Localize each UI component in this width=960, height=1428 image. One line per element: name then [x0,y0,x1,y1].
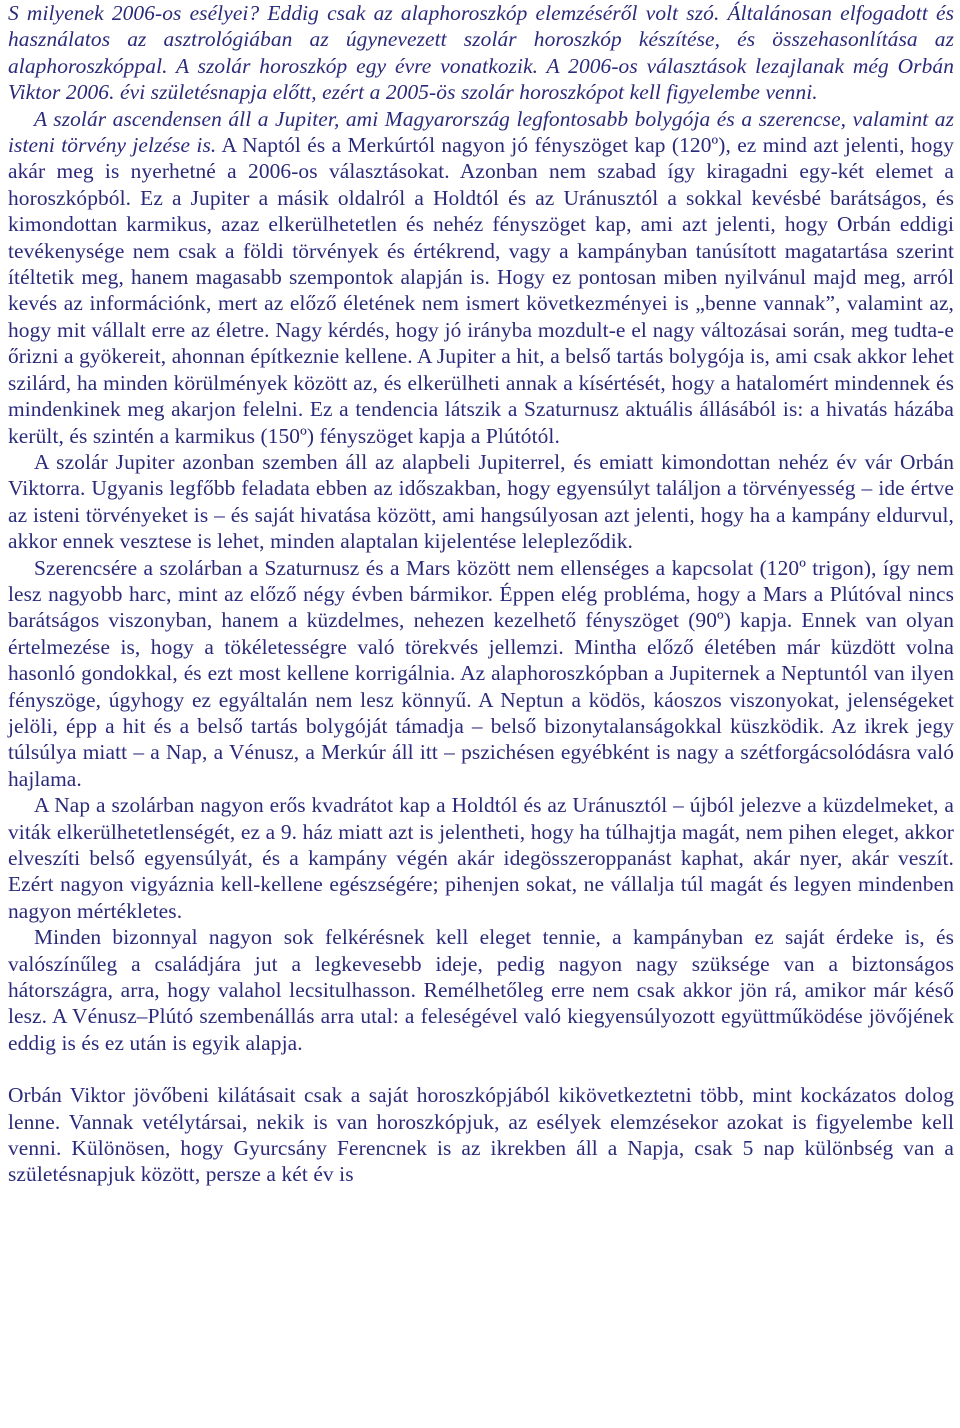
paragraph-6 [8,924,954,1056]
paragraph-5 [8,792,954,924]
paragraph-6-run-1: Minden bizonnyal nagyon sok felkérésnek kell eleget tennie, a kampányban ez saját érdeke is, és valószínűleg a családjára jut a legkevesebb ideje, pedig nagyon nagy szüksége van a biztonságos hátországra, arra, hogy valahol lecsitulhasson. Remélhetőleg erre nem csak akkor jön rá, amikor már késő lesz. A Vénusz–Plútó szembenállás arra utal: a feleségével való kiegyensúlyozott együttműködése jövőjének eddig is és ez után is egyik alapja. [8,925,954,1055]
paragraph-4-run-1: Szerencsére a szolárban a Szaturnusz és a Mars között nem ellenséges a kapcsolat (120º trigon), így nem lesz nagyobb harc, mint az előző négy évben bármikor. Éppen elég probléma, hogy a Mars a Plútóval nincs barátságos viszonyban, hanem a küzdelmes, nehezen kezelhető fényszöget (90º) kapja. Ennek van olyan értelmezése is, hogy a tökéletességre való törekvés jellemzi. Mintha előző életében már küzdött volna hasonló gondokkal, és ezt most kellene korrigálnia. Az alaphoroszkópban a Jupiternek a Neptuntól van ilyen fényszöge, úgyhogy ez egyáltalán nem lesz könnyű. A Neptun a ködös, káoszos viszonyokat, jelenségeket jelöli, épp a hit és a belső tartás bolygóját támadja – belső bizonytalanságokkal küszködik. Az ikrek jegy túlsúlya miatt – a Nap, a Vénusz, a Merkúr áll itt – pszichésen egyébként is nagy a szétforgácsolódásra való hajlama. [8,555,954,791]
paragraph-3 [8,449,954,555]
paragraph-7 [8,1082,954,1188]
paragraph-2-run-1: A szolár ascendensen áll a Jupiter, ami Magyarország legfontosabb bolygója és a szerencse, valamint az isteni törvény jelzése is. [8,106,954,158]
paragraph-2 [8,106,954,449]
paragraph-1-run-1: S milyenek 2006-os esélyei? Eddig csak az alaphoroszkóp elemzéséről volt szó. Általánosan elfogadott és használatos az asztrológiában az úgynevezett szolár horoszkóp készítése, és összehasonlítása az alaphoroszkóppal. A szolár horoszkóp egy évre vonatkozik. A 2006-os választások lezajlanak még Orbán Viktor 2006. évi születésnapja előtt, ezért a 2005-ös szolár horoszkópot kell figyelembe venni. [8,1,954,105]
paragraph-7-run-1: Orbán Viktor jövőbeni kilátásait csak a saját horoszkópjából kikövetkeztetni több, mint kockázatos dolog lenne. Vannak vetélytársai, nekik is van horoszkópjuk, az esélyek elemzésekor azokat is figyelembe kell venni. Különösen, hogy Gyurcsány Ferencnek is az ikrekben áll a Napja, csak 5 nap különbség van a születésnapjuk között, persze a két év is [8,1083,954,1187]
paragraph-spacer [8,1056,954,1082]
paragraph-2-run-2: A Naptól és a Merkúrtól nagyon jó fényszöget kap (120º), ez mind azt jelenti, hogy akár meg is nyerhetné a 2006-os választásokat. Azonban nem szabad így kiragadni egy-két elemet a horoszkópból. Ez a Jupiter a másik oldalról a Holdtól és az Uránusztól a sokkal kevésbé barátságos, és kimondottan karmikus, azaz elkerülhetetlen és nehéz fényszöget kap, ami azt jelenti, hogy Orbán eddigi tevékenysége nem csak a földi törvények és értékrend, vagy a kampányban tanúsított magatartása szerint ítéltetik meg, hanem magasabb szempontok alapján is. Hogy ez pontosan miben nyilvánul majd meg, arról kevés az információnk, mert az előző életének nem ismert következményei is „benne vannak”, valamint az, hogy mit vállalt erre az életre. Nagy kérdés, hogy jó irányba mozdult-e el nagy változásai során, meg tudta-e őrizni a gyökereit, ahonnan építkeznie kellene. A Jupiter a hit, a belső tartás bolygója is, ami csak akkor lehet szilárd, ha minden körülmények között az, és elkerülheti annak a kísértését, hogy a hatalomért mindennek és mindenkinek meg akarjon felelni. Ez a tendencia látszik a Szaturnusz aktuális állásából is: a hivatás házába került, és szintén a karmikus (150º) fényszöget kapja a Plútótól. [8,133,954,448]
paragraph-4 [8,555,954,793]
paragraph-5-run-1: A Nap a szolárban nagyon erős kvadrátot kap a Holdtól és az Uránusztól – újból jelezve a küzdelmeket, a viták elkerülhetetlenségét, ez a 9. ház miatt azt is jelentheti, hogy ha túlhajtja magát, nem pihen eleget, akkor elveszíti belső egyensúlyát, és a kampány végén akár idegösszeroppanást kaphat, akár nyer, akár veszít. Ezért nagyon vigyáznia kell-kellene egészségére; pihenjen sokat, ne vállalja túl magát és legyen mindenben nagyon mértékletes. [8,793,954,923]
paragraph-1 [8,0,954,106]
paragraph-3-run-1: A szolár Jupiter azonban szemben áll az alapbeli Jupiterrel, és emiatt kimondottan nehéz év vár Orbán Viktorra. Ugyanis legfőbb feladata ebben az időszakban, hogy egyensúlyt találjon a törvényesség – ide értve az isteni törvényeket is – és saját hivatása között, ami hangsúlyosan azt jelenti, hogy ha a kampány eldurvul, akkor ennek vesztese is lehet, minden alaptalan kijelentése lelepleződik. [8,449,954,554]
